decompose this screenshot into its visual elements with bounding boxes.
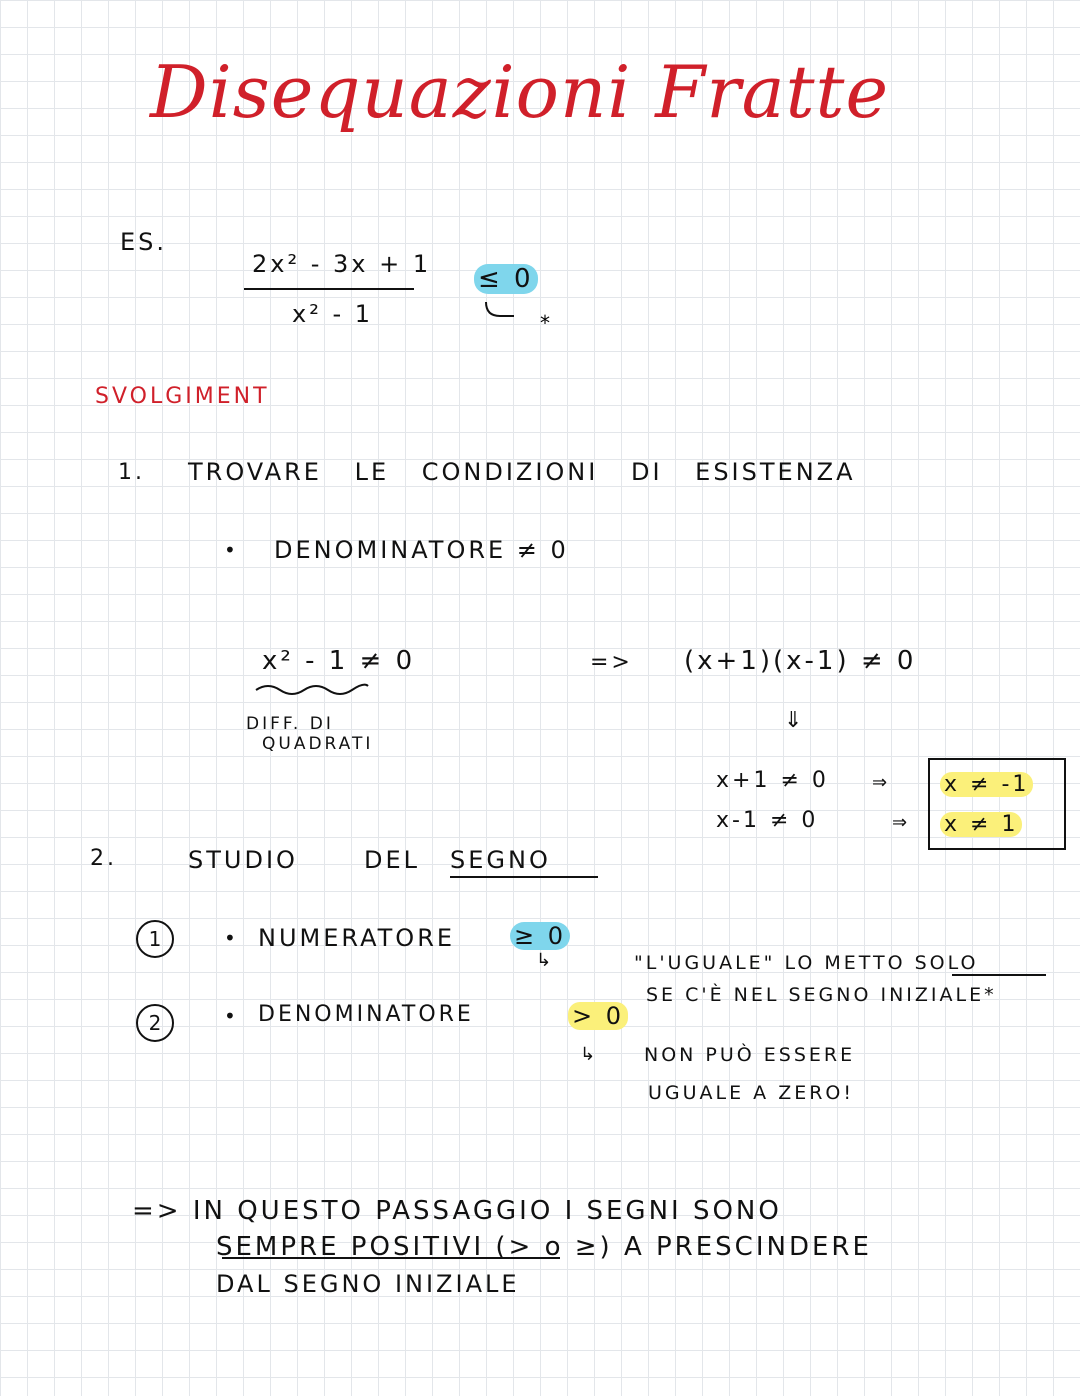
- note-diff-line1: DIFF. DI: [246, 714, 334, 734]
- note-arrow-2: ↳: [580, 1044, 596, 1065]
- example-denominator: x² - 1: [292, 300, 374, 328]
- section-label-svolgimento: SVOLGIMENT: [95, 384, 270, 409]
- example-numerator: 2x² - 3x + 1: [252, 250, 432, 278]
- page-title: Disequazioni Fratte: [150, 50, 890, 134]
- item1-text: NUMERATORE: [258, 924, 456, 952]
- example-label: ES.: [120, 228, 168, 256]
- bullet-dot: •: [224, 538, 236, 562]
- item2-circle: 2: [136, 1004, 174, 1042]
- item1-note-line1: "L'UGUALE" LO METTO SOLO: [634, 952, 979, 974]
- bullet-dot-3: •: [224, 1004, 236, 1028]
- step2-title-3: SEGNO: [450, 846, 598, 878]
- bullet-dot-2: •: [224, 926, 236, 950]
- step1-bullet: DENOMINATORE ≠ 0: [274, 536, 569, 564]
- step2-number: 2.: [90, 846, 117, 871]
- step2-title-2: DEL: [364, 846, 421, 874]
- result1-text: x ≠ -1: [940, 772, 1033, 797]
- item1-rel-text: ≥ 0: [510, 922, 570, 950]
- item2-note-line2: UGUALE A ZERO!: [648, 1082, 854, 1104]
- result2-text: x ≠ 1: [940, 812, 1022, 837]
- item2-rel-text: > 0: [568, 1002, 628, 1030]
- step1-factored: (x+1)(x-1) ≠ 0: [684, 646, 917, 676]
- conclusion-line1: => IN QUESTO PASSAGGIO I SEGNI SONO: [132, 1196, 782, 1226]
- item2-text: DENOMINATORE: [258, 1002, 474, 1027]
- note-diff-line2: QUADRATI: [262, 734, 374, 754]
- item1-circle: 1: [136, 920, 174, 958]
- star-mark: *: [540, 311, 550, 335]
- wavy-underline: [256, 685, 368, 694]
- case2: x-1 ≠ 0: [716, 808, 819, 833]
- step2-title-1: STUDIO: [188, 846, 298, 874]
- step1-title: TROVARE LE CONDIZIONI DI ESISTENZA: [188, 458, 856, 486]
- note-arrow-1: ↳: [536, 950, 552, 971]
- item2-note-line1: NON PUÒ ESSERE: [644, 1044, 856, 1066]
- step1-equation: x² - 1 ≠ 0: [262, 646, 416, 676]
- item1-note-line2: SE C'È NEL SEGNO INIZIALE*: [646, 984, 997, 1006]
- relation-highlight: ≤ 0: [474, 264, 538, 294]
- down-arrow-icon: ⇓: [784, 708, 803, 733]
- implies-arrow-1: ⇒: [872, 772, 888, 793]
- case1: x+1 ≠ 0: [716, 768, 829, 793]
- implies-arrow: =>: [590, 650, 633, 675]
- star-note-arrow: [486, 302, 514, 316]
- implies-arrow-2: ⇒: [892, 812, 908, 833]
- step1-number: 1.: [118, 460, 145, 485]
- conclusion-line3: DAL SEGNO INIZIALE: [216, 1270, 520, 1298]
- conclusion-line2: SEMPRE POSITIVI (> o ≥) A PRESCINDERE: [216, 1232, 872, 1262]
